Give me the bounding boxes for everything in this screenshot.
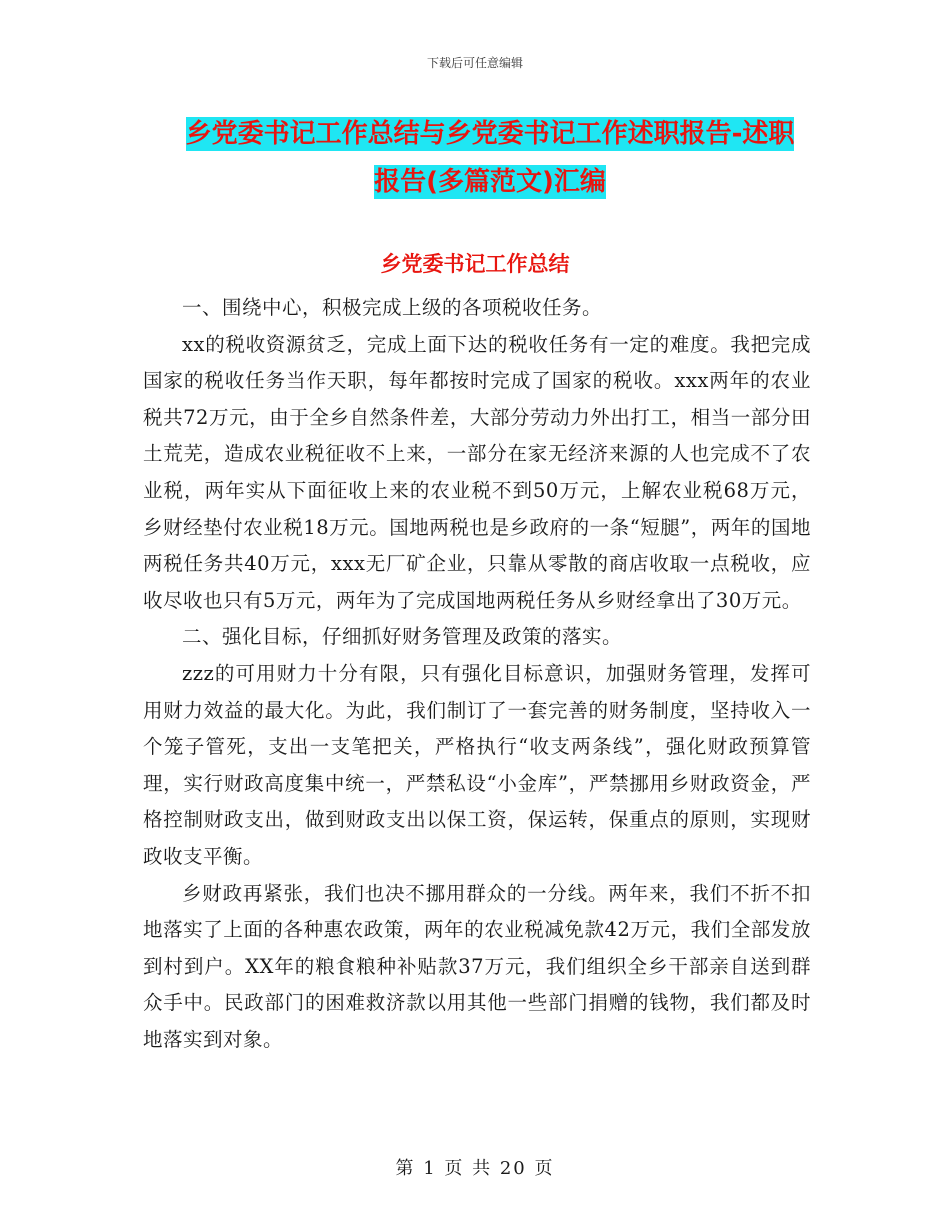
document-body [143, 290, 811, 1058]
header-note: 下载后可任意编辑 [426, 56, 523, 70]
section-title: 乡党委书记工作总结 [380, 252, 570, 276]
paragraph: zzz的可用财力十分有限，只有强化目标意识，加强财务管理，发挥可用财力效益的最大化。为此，我们制订了一套完善的财务制度，坚持收入一个笼子管死，支出一支笔把关，严格执行“收支两条线”，强化财政预算管理，实行财政高度集中统一，严禁私设“小金库”，严禁挪用乡财政资金，严格控制财政支出，做到财政支出以保工资，保运转，保重点的原则，实现财政收支平衡。 [143, 661, 811, 868]
paragraph: 二、强化目标，仔细抓好财务管理及政策的落实。 [182, 625, 623, 649]
paragraph: 一、围绕中心，积极完成上级的各项税收任务。 [182, 296, 603, 319]
document-title-line-2: 报告(多篇范文)汇编 [374, 167, 606, 197]
document-title-line-1: 乡党委书记工作总结与乡党委书记工作述职报告-述职 [185, 119, 795, 149]
paragraph: 乡财政再紧张，我们也决不挪用群众的一分线。两年来，我们不折不扣地落实了上面的各种惠农政策，两年的农业税减免款42万元，我们全部发放到村到户。XX年的粮食粮种补贴款37万元，我们组织全乡干部亲自送到群众手中。民政部门的困难救济款以用其他一些部门捐赠的钱物，我们都及时地落实到对象。 [143, 881, 811, 1051]
document-title [140, 110, 840, 206]
paragraph: xx的税收资源贫乏，完成上面下达的税收任务有一定的难度。我把完成国家的税收任务当作天职，每年都按时完成了国家的税收。xxx两年的农业税共72万元，由于全乡自然条件差，大部分劳动力外出打工，相当一部分田土荒芜，造成农业税征收不上来，一部分在家无经济来源的人也完成不了农业税，两年实从下面征收上来的农业税不到50万元，上解农业税68万元，乡财经垫付农业税18万元。国地两税也是乡政府的一条“短腿”，两年的国地两税任务共40万元，xxx无厂矿企业，只靠从零散的商店收取一点税收，应收尽收也只有5万元，两年为了完成国地两税任务从乡财经拿出了30万元。 [143, 332, 811, 612]
page-footer: 第 1 页 共 20 页 [395, 1158, 555, 1179]
